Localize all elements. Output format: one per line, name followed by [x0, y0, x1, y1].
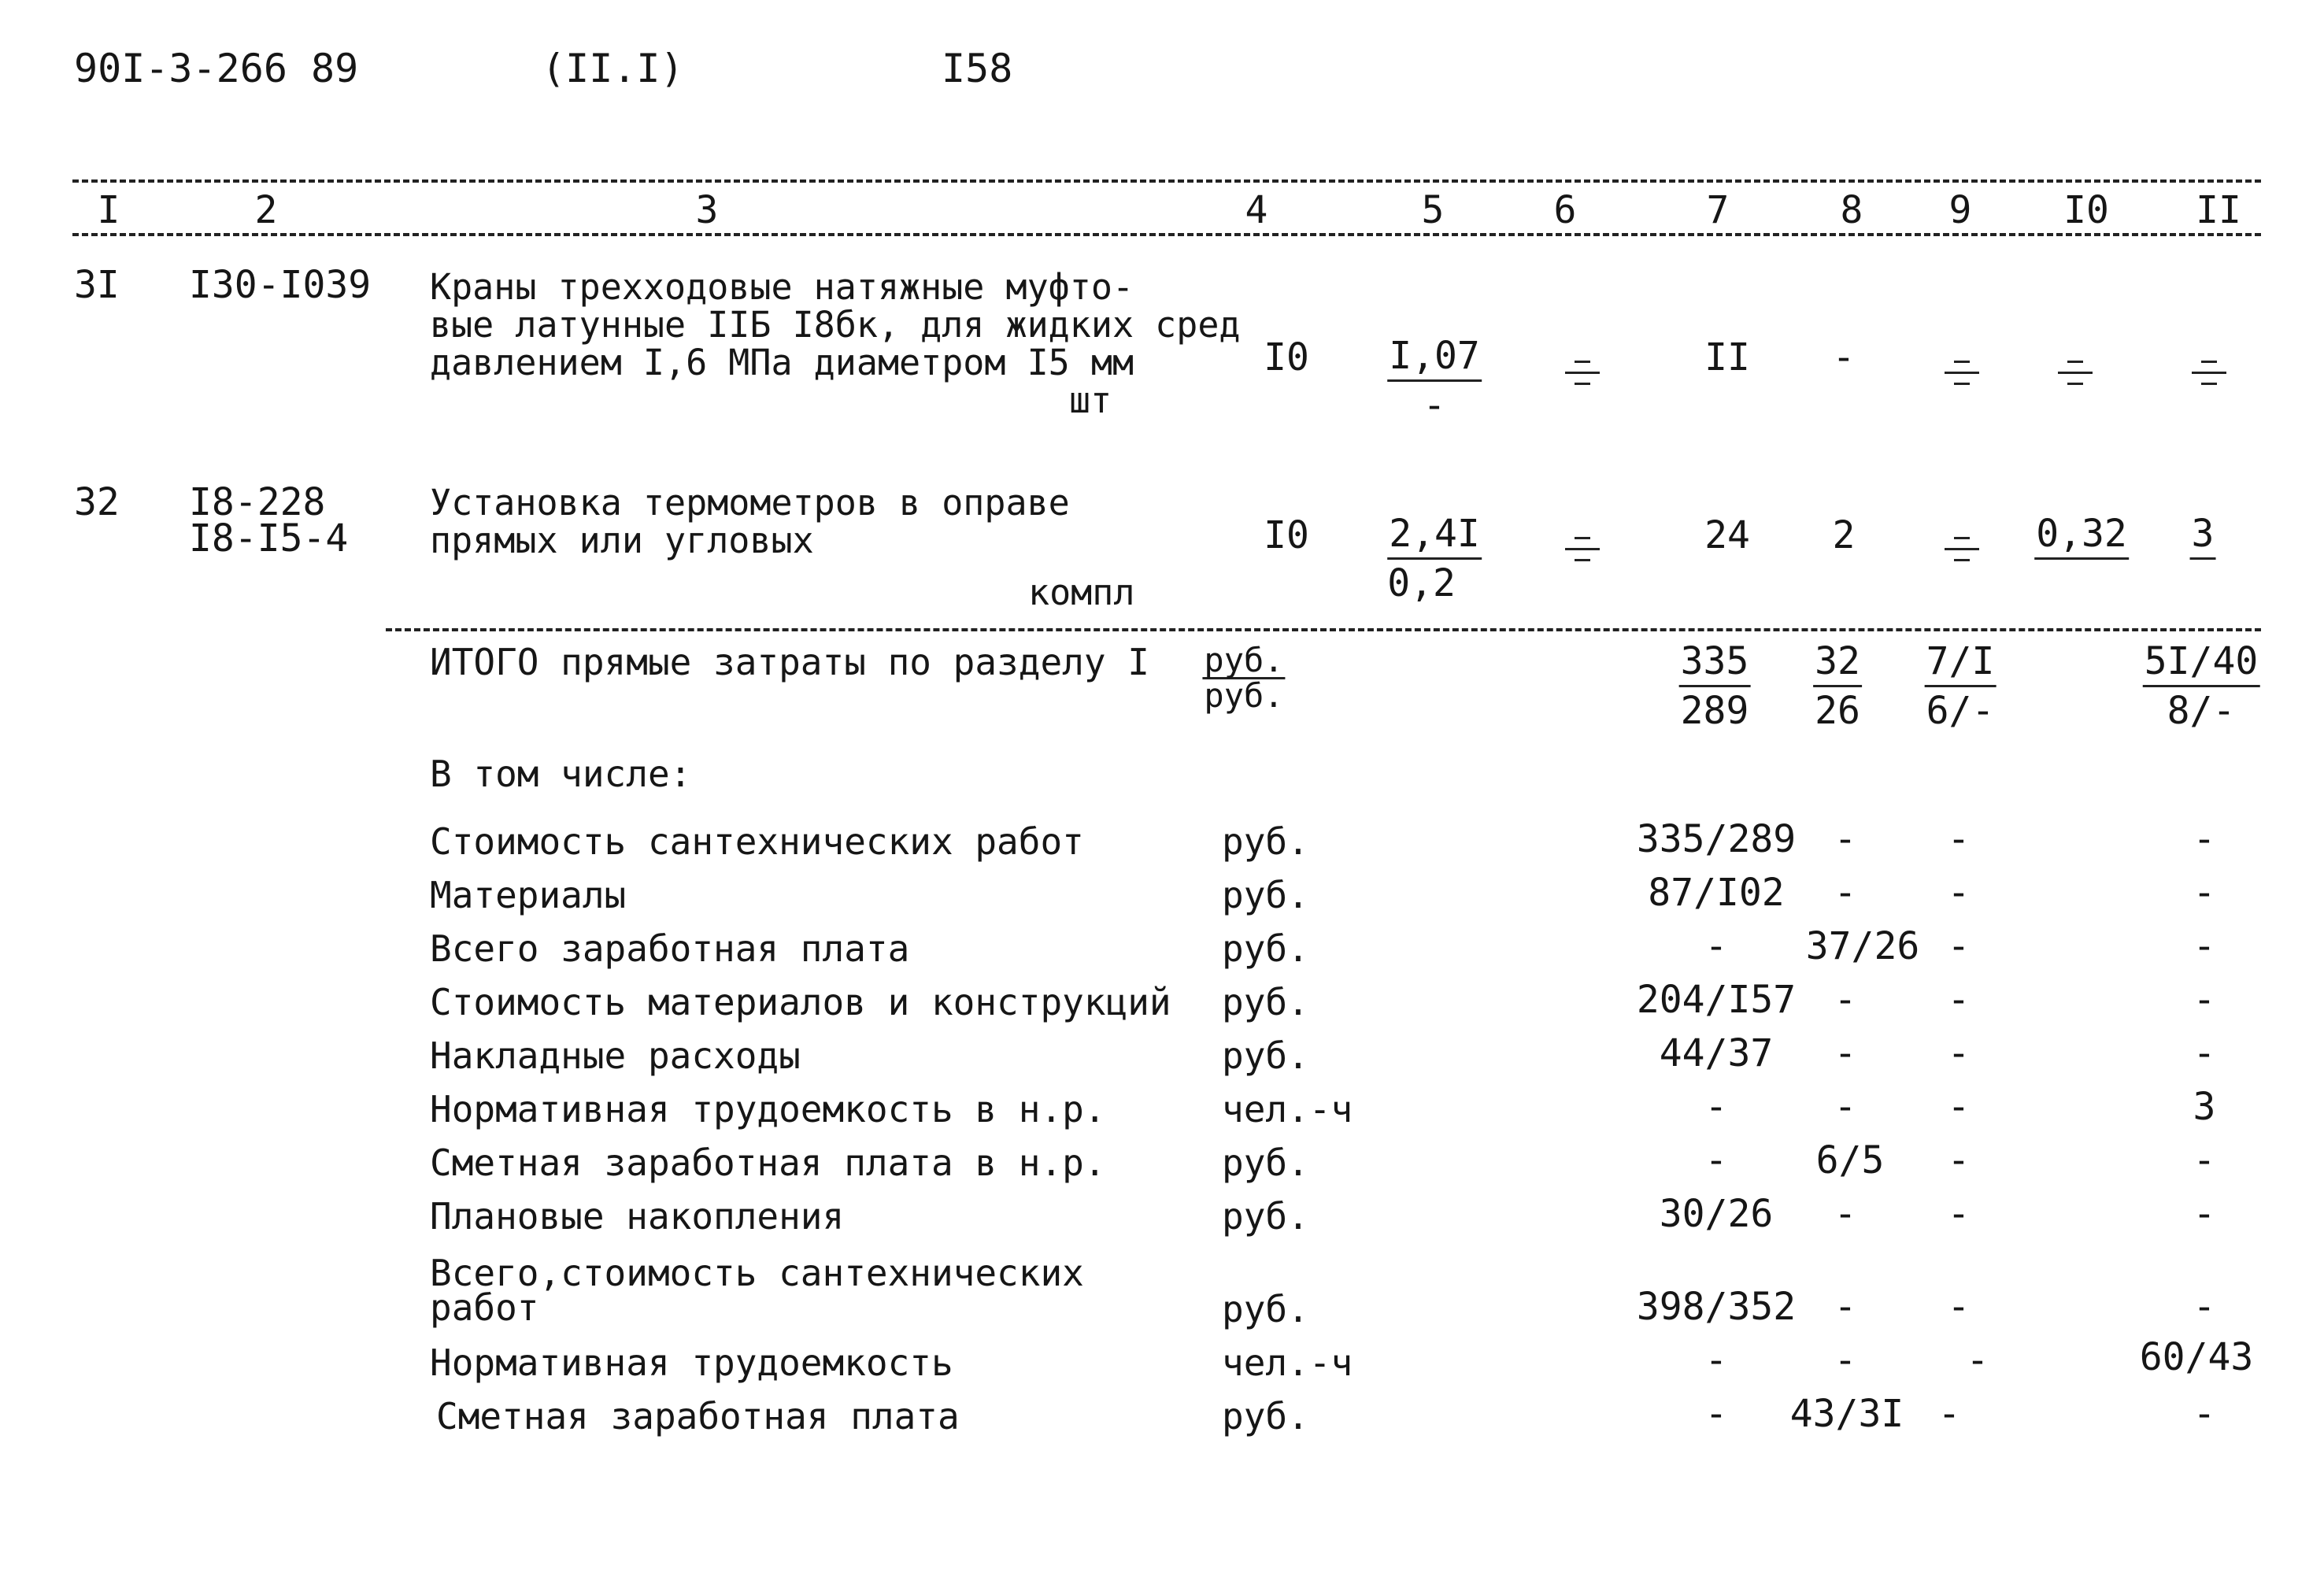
summary-unit: руб. [1222, 874, 1309, 916]
row-unit: компл [1028, 572, 1135, 613]
row-c10-fraction [2034, 512, 2129, 602]
c5-top: I,07 [1387, 337, 1482, 382]
summary-c7: 204/I57 [1636, 978, 1797, 1022]
c10-top: 0,32 [2034, 515, 2129, 560]
total-c8-fraction [1813, 639, 1862, 733]
summary-c9: - [1947, 817, 1971, 861]
summary-c8: - [1834, 1338, 1857, 1382]
summary-c8: - [1834, 1192, 1857, 1236]
summary-c9: - [1947, 1085, 1971, 1129]
total-c9-bottom: 6/- [1926, 689, 1995, 733]
summary-c7: 398/352 [1636, 1285, 1797, 1329]
summary-unit: чел.-ч [1222, 1341, 1353, 1384]
summary-unit: чел.-ч [1222, 1088, 1353, 1130]
column-number-11: II [2196, 188, 2241, 232]
column-number-8: 8 [1840, 188, 1863, 232]
c6-dash-fraction [1565, 532, 1600, 564]
total-label: ИТОГО прямые затраты по разделу I [430, 641, 1149, 683]
summary-c11: - [2193, 871, 2216, 915]
summary-unit: руб. [1222, 1142, 1309, 1184]
row-quantity: I0 [1264, 513, 1309, 557]
summary-c9: - [1947, 924, 1971, 968]
summary-c11: - [2193, 978, 2216, 1022]
summary-c9: - [1947, 1138, 1971, 1182]
total-c11-fraction [2143, 639, 2260, 733]
summary-label: Нормативная трудоемкость [430, 1341, 953, 1384]
summary-c8: 37/26 [1805, 924, 1920, 968]
summary-label: Стоимость сантехнических работ [430, 820, 1084, 863]
summary-c7: 44/37 [1659, 1031, 1774, 1075]
total-c7-fraction [1679, 639, 1751, 733]
total-rule [386, 628, 2261, 631]
row-description-line: Установка термометров в оправе [430, 482, 1070, 524]
row-c5-fraction [1387, 512, 1482, 605]
total-c11-top: 5I/40 [2143, 642, 2260, 687]
column-number-1: I [97, 188, 120, 232]
total-unit-bottom: руб. [1204, 676, 1284, 715]
total-c9-fraction [1925, 639, 1996, 733]
summary-unit: руб. [1222, 927, 1309, 970]
summary-c7: 30/26 [1659, 1192, 1774, 1236]
row-c8: - [1832, 335, 1856, 379]
summary-unit: руб. [1222, 820, 1309, 863]
total-c7-bottom: 289 [1680, 689, 1749, 733]
row-number: 32 [74, 480, 120, 524]
summary-c8: - [1834, 817, 1857, 861]
summary-c9: - [1947, 1031, 1971, 1075]
summary-label: Материалы [430, 874, 627, 916]
column-number-3: 3 [695, 188, 719, 232]
row-code-line: I8-228 [189, 480, 326, 524]
summary-c8: 43/3I [1789, 1392, 1904, 1436]
row-code: I30-I039 [189, 263, 372, 307]
row-c5-fraction [1387, 334, 1482, 427]
row-number: 3I [74, 263, 120, 307]
summary-label: Накладные расходы [430, 1034, 801, 1077]
summary-label: Сметная заработная плата в н.р. [430, 1142, 1106, 1184]
c11-bottom-blank [2190, 560, 2216, 602]
total-c9-top: 7/I [1925, 642, 1996, 687]
total-unit-fraction [1202, 641, 1285, 715]
page-number: I58 [942, 46, 1013, 91]
header-top-rule [72, 179, 2261, 183]
row-description-line: Краны трехходовые натяжные муфто- [430, 266, 1134, 308]
summary-c7: - [1704, 1085, 1728, 1129]
summary-label-line: работ [430, 1286, 539, 1329]
summary-label: Сметная заработная плата [436, 1395, 960, 1438]
summary-c7: 87/I02 [1648, 871, 1785, 915]
summary-c9: - [1947, 871, 1971, 915]
row-c8: 2 [1832, 513, 1856, 557]
summary-unit: руб. [1222, 1195, 1309, 1238]
summary-c9: - [1966, 1338, 1989, 1382]
column-number-2: 2 [254, 188, 278, 232]
column-number-10: I0 [2063, 188, 2109, 232]
summary-c9: - [1947, 978, 1971, 1022]
summary-label-line: Всего,стоимость сантехнических [430, 1252, 1084, 1294]
column-number-4: 4 [1245, 188, 1268, 232]
c10-dash-fraction [2058, 356, 2093, 387]
summary-c11: - [2193, 817, 2216, 861]
summary-c8: - [1834, 1285, 1857, 1329]
total-c8-bottom: 26 [1815, 689, 1860, 733]
summary-c7: - [1704, 924, 1728, 968]
row-description-line: прямых или угловых [430, 520, 814, 561]
row-unit: шт [1069, 379, 1112, 421]
c9-dash-fraction [1945, 356, 1979, 387]
including-label: В том числе: [430, 753, 692, 795]
summary-c11: - [2193, 1138, 2216, 1182]
column-number-5: 5 [1421, 188, 1445, 232]
total-c8-top: 32 [1813, 642, 1862, 687]
summary-unit: руб. [1222, 1288, 1309, 1330]
summary-c7: - [1704, 1392, 1728, 1436]
c10-bottom-blank [2034, 560, 2129, 602]
summary-c8: - [1834, 978, 1857, 1022]
summary-c11: - [2193, 1192, 2216, 1236]
total-c11-bottom: 8/- [2167, 689, 2236, 733]
row-description-line: давлением I,6 МПа диаметром I5 мм [430, 342, 1134, 383]
summary-c9: - [1947, 1285, 1971, 1329]
c5-top: 2,4I [1387, 515, 1482, 560]
summary-c11: 3 [2193, 1085, 2216, 1129]
summary-label: Нормативная трудоемкость в н.р. [430, 1088, 1106, 1130]
section-number: (II.I) [542, 46, 684, 91]
row-code-line: I8-I5-4 [189, 516, 349, 561]
row-description-line: вые латунные IIБ I8бк, для жидких сред [430, 304, 1241, 346]
summary-unit: руб. [1222, 1395, 1309, 1438]
header-bottom-rule [72, 233, 2261, 236]
summary-label: Всего заработная плата [430, 927, 910, 970]
total-unit-top: руб. [1204, 641, 1284, 679]
c11-dash-fraction [2192, 356, 2226, 387]
summary-unit: руб. [1222, 981, 1309, 1023]
summary-label: Стоимость материалов и конструкций [430, 981, 1171, 1023]
summary-c8: - [1834, 1085, 1857, 1129]
document-code: 90I-3-266 89 [74, 46, 359, 91]
c6-dash-fraction [1565, 356, 1600, 387]
summary-c11: - [2193, 1392, 2216, 1436]
summary-c11: - [2193, 924, 2216, 968]
summary-c7: - [1704, 1138, 1728, 1182]
row-c7: 24 [1704, 513, 1750, 557]
summary-c8: - [1834, 871, 1857, 915]
summary-c7: 335/289 [1636, 817, 1797, 861]
summary-c11: 60/43 [2139, 1335, 2254, 1379]
c11-top: 3 [2190, 515, 2216, 560]
c5-bottom: 0,2 [1387, 561, 1456, 605]
column-number-7: 7 [1706, 188, 1730, 232]
column-number-9: 9 [1948, 188, 1972, 232]
summary-unit: руб. [1222, 1034, 1309, 1077]
row-c11-fraction [2190, 512, 2216, 602]
c5-bottom: - [1423, 383, 1446, 427]
summary-c9: - [1947, 1192, 1971, 1236]
summary-c9: - [1937, 1392, 1961, 1436]
total-c7-top: 335 [1679, 642, 1751, 687]
summary-label: Плановые накопления [430, 1195, 845, 1238]
row-c7: II [1704, 335, 1750, 379]
c9-dash-fraction [1945, 532, 1979, 564]
summary-c11: - [2193, 1285, 2216, 1329]
row-quantity: I0 [1264, 335, 1309, 379]
summary-c8: 6/5 [1815, 1138, 1885, 1182]
summary-c11: - [2193, 1031, 2216, 1075]
summary-c7: - [1704, 1338, 1728, 1382]
summary-c8: - [1834, 1031, 1857, 1075]
column-number-6: 6 [1553, 188, 1577, 232]
